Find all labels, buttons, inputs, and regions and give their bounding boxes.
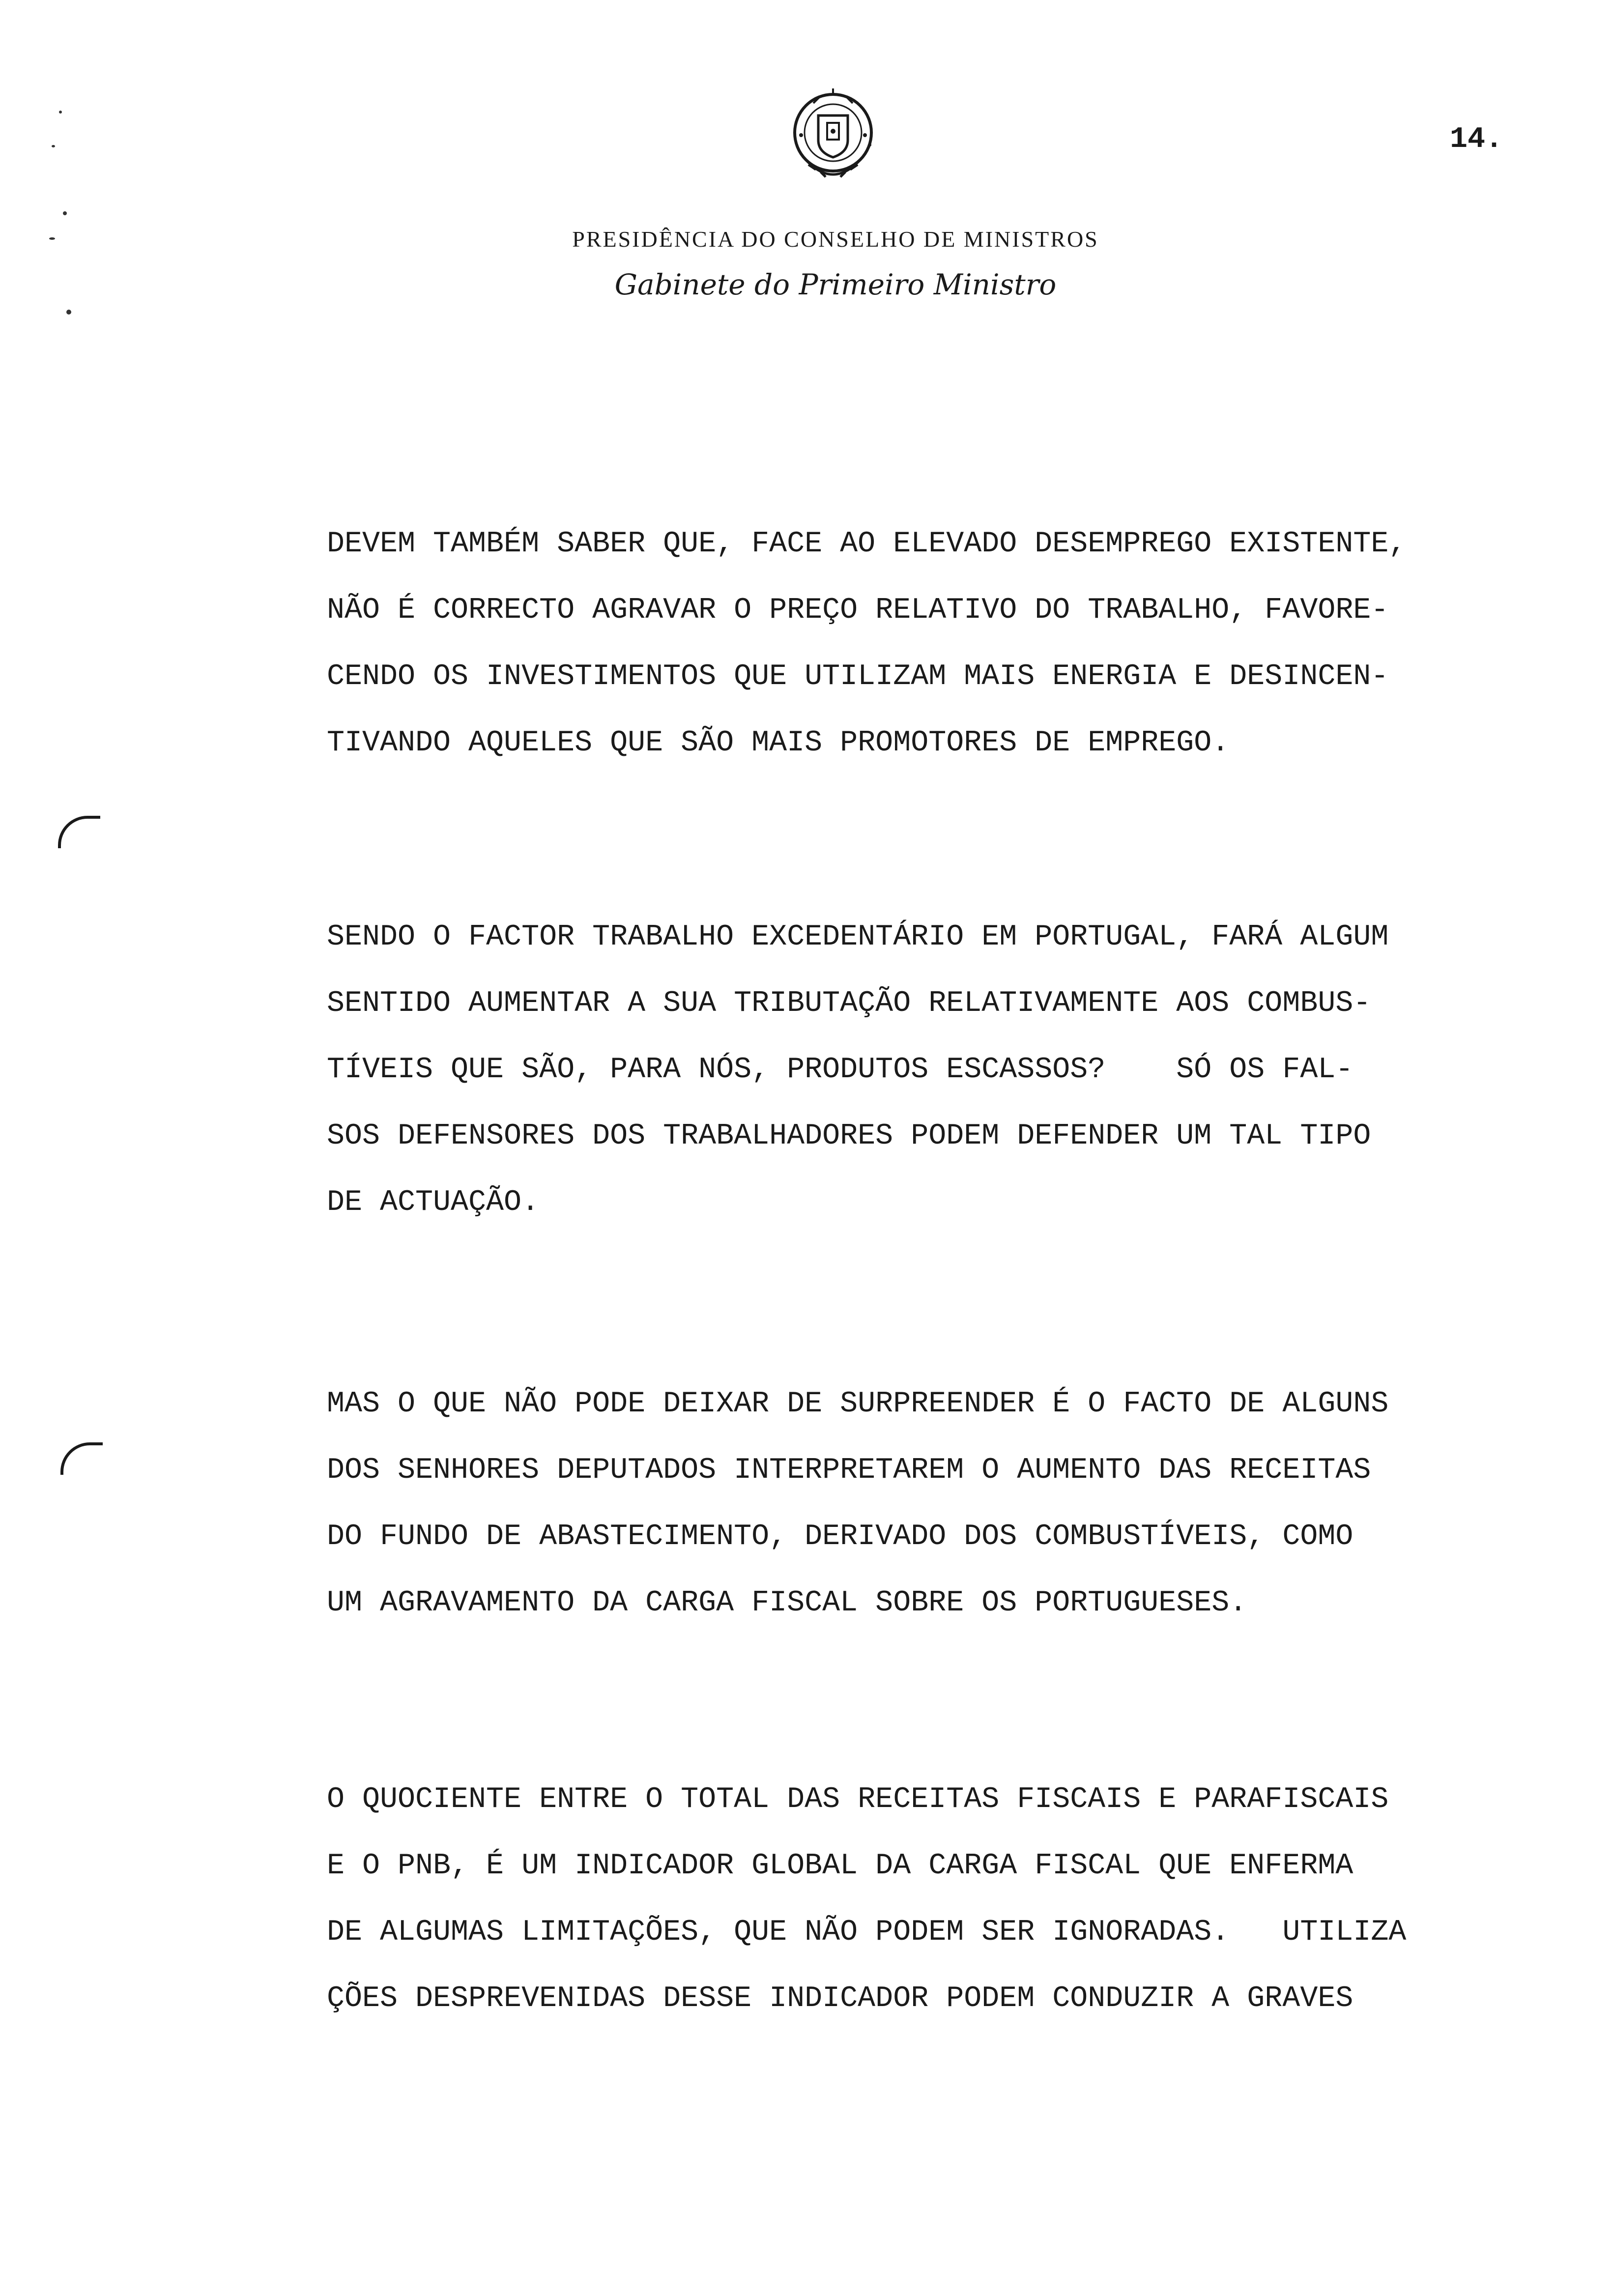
paragraph-4 [327, 1767, 1536, 2032]
text-line: DOS SENHORES DEPUTADOS INTERPRETAREM O AUMENTO DAS RECEITAS [327, 1454, 1371, 1487]
text-line: TÍVEIS QUE SÃO, PARA NÓS, PRODUTOS ESCASSOS? SÓ OS FAL- [327, 1053, 1353, 1087]
text-line: SENDO O FACTOR TRABALHO EXCEDENTÁRIO EM PORTUGAL, FARÁ ALGUM [327, 920, 1389, 954]
margin-speck [63, 211, 67, 215]
text-line: DO FUNDO DE ABASTECIMENTO, DERIVADO DOS COMBUSTÍVEIS, COMO [327, 1520, 1353, 1553]
text-line: DE ACTUAÇÃO. [327, 1186, 540, 1219]
text-line: MAS O QUE NÃO PODE DEIXAR DE SURPREENDER É O FACTO DE ALGUNS [327, 1387, 1389, 1421]
text-line: E O PNB, É UM INDICADOR GLOBAL DA CARGA FISCAL QUE ENFERMA [327, 1849, 1353, 1883]
paragraph-2 [327, 904, 1536, 1236]
text-line: UM AGRAVAMENTO DA CARGA FISCAL SOBRE OS PORTUGUESES. [327, 1586, 1247, 1620]
cabinet-name: Gabinete do Primeiro Ministro [614, 268, 1057, 301]
page-number: 14. [1450, 123, 1503, 156]
text-line: NÃO É CORRECTO AGRAVAR O PREÇO RELATIVO DO TRABALHO, FAVORE- [327, 594, 1389, 627]
text-line: TIVANDO AQUELES QUE SÃO MAIS PROMOTORES DE EMPREGO. [327, 726, 1230, 760]
organization-name: PRESIDÊNCIA DO CONSELHO DE MINISTROS [572, 227, 1099, 252]
hole-punch-mark-icon [60, 1442, 103, 1475]
paragraph-3 [327, 1371, 1536, 1636]
text-line: DE ALGUMAS LIMITAÇÕES, QUE NÃO PODEM SER IGNORADAS. UTILIZA [327, 1916, 1407, 1949]
text-line: DEVEM TAMBÉM SABER QUE, FACE AO ELEVADO DESEMPREGO EXISTENTE, [327, 527, 1407, 561]
text-line: ÇÕES DESPREVENIDAS DESSE INDICADOR PODEM CONDUZIR A GRAVES [327, 1982, 1353, 2015]
hole-punch-mark-icon [58, 816, 100, 848]
margin-speck [59, 111, 62, 114]
text-line: SOS DEFENSORES DOS TRABALHADORES PODEM DEFENDER UM TAL TIPO [327, 1119, 1371, 1153]
text-line: O QUOCIENTE ENTRE O TOTAL DAS RECEITAS FISCAIS E PARAFISCAIS [327, 1783, 1389, 1816]
paragraph-1 [327, 511, 1536, 776]
text-line: SENTIDO AUMENTAR A SUA TRIBUTAÇÃO RELATIVAMENTE AOS COMBUS- [327, 987, 1371, 1020]
margin-speck [66, 310, 71, 315]
text-line: CENDO OS INVESTIMENTOS QUE UTILIZAM MAIS ENERGIA E DESINCEN- [327, 660, 1389, 693]
margin-speck [52, 145, 55, 147]
coat-of-arms-seal-icon [774, 84, 892, 206]
margin-speck [49, 237, 55, 240]
